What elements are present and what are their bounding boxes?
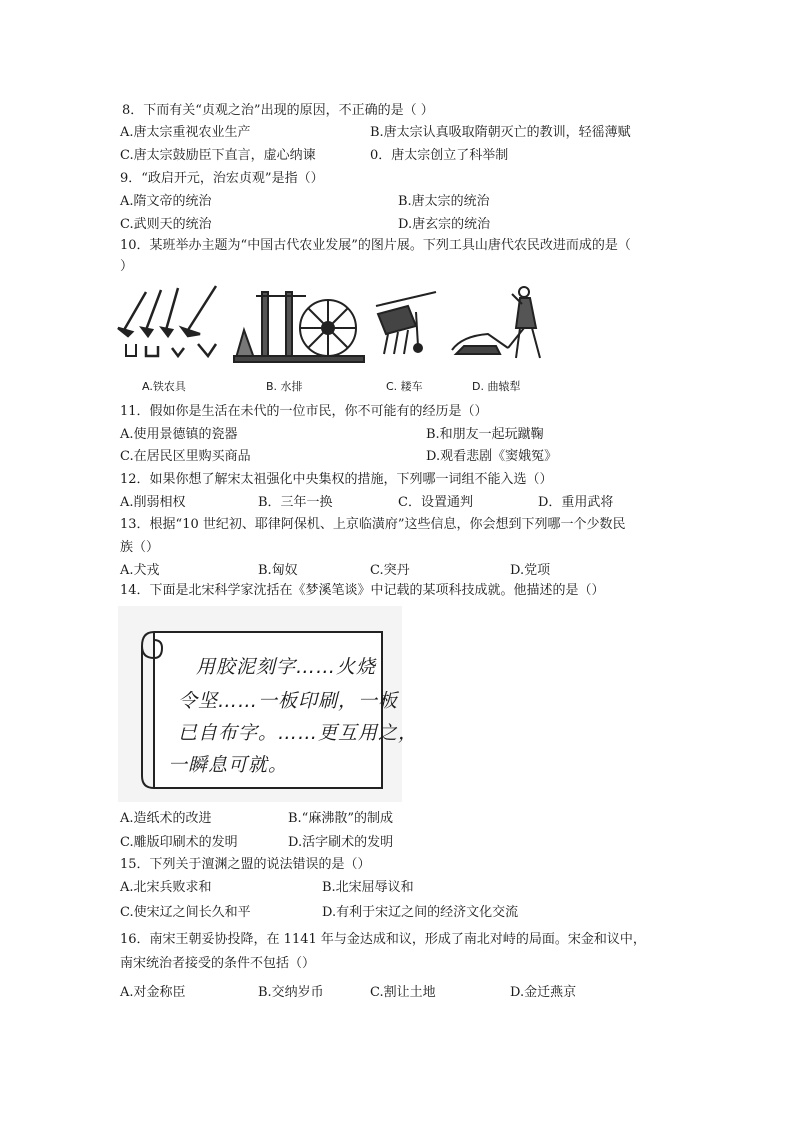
q8-option-d: 0．唐太宗创立了科举制 <box>370 148 509 163</box>
q16-stem-line2: 南宋统治者接受的条件不包括（） <box>120 956 316 971</box>
q13-option-b: B.匈奴 <box>258 563 298 578</box>
q8-option-c: C.唐太宗鼓励臣下直言，虚心纳谏 <box>120 148 316 163</box>
q15-option-c: C.使宋辽之间长久和平 <box>120 905 251 920</box>
agricultural-tools-figure <box>116 284 556 368</box>
q14-option-c: C.雕版印刷术的发明 <box>120 835 238 850</box>
q16-option-b: B.交纳岁币 <box>258 985 324 1000</box>
q13-option-d: D.党项 <box>510 563 551 578</box>
q16-stem-line1: 16．南宋王朝妥协投降，在 1141 年与金达成和议，形成了南北对峙的局面。宋金和议中， <box>120 932 646 947</box>
q11-option-c: C.在居民区里购买商品 <box>120 449 251 464</box>
q9-option-d: D.唐玄宗的统治 <box>398 217 491 232</box>
q10-caption-b: B. 水排 <box>266 380 303 393</box>
q15-option-a: A.北宋兵败求和 <box>120 880 212 895</box>
q9-option-b: B.唐太宗的统治 <box>398 194 490 209</box>
scroll-line-3: 已自布字。……更互用之， <box>178 722 419 744</box>
q11-stem: 11．假如你是生活在未代的一位市民，你不可能有的经历是（） <box>120 404 488 419</box>
q9-option-a: A.隋文帝的统治 <box>120 194 212 209</box>
q11-option-b: B.和朋友一起玩蹴鞠 <box>426 427 544 442</box>
q12-option-a: A.削弱相权 <box>120 495 186 510</box>
q11-option-a: A.使用景德镇的瓷器 <box>120 427 238 442</box>
q13-option-a: A.犬戎 <box>120 563 160 578</box>
q12-stem: 12．如果你想了解宋太祖强化中央集权的措施，下列哪一词组不能入选（） <box>120 472 553 487</box>
q8-option-a: A.唐太宗重视农业生产 <box>120 125 251 140</box>
scroll-line-1: 用胶泥刻字……火烧 <box>196 656 377 678</box>
q11-option-d: D.观看悲剧《窦娥冤》 <box>426 449 558 464</box>
q10-stem-line1: 10．某班举办主题为“中国古代农业发展”的图片展。下列工具山唐代农民改进而成的是（ <box>120 238 631 253</box>
q15-option-b: B.北宋屈辱议和 <box>322 880 414 895</box>
q14-option-a: A.造纸术的改进 <box>120 811 212 826</box>
q16-option-c: C.割让土地 <box>370 985 436 1000</box>
q8-stem: 8．下而有关“贞观之治”出现的原因，不正确的是（ ） <box>122 103 434 118</box>
q12-option-d: D．重用武将 <box>538 495 614 510</box>
q12-option-b: B．三年一换 <box>258 495 333 510</box>
q15-option-d: D.有利于宋辽之间的经济文化交流 <box>322 905 519 920</box>
q13-stem-line1: 13．根据“10 世纪初、耶律阿保机、上京临潢府”这些信息，你会想到下列哪一个少数民 <box>120 517 626 532</box>
q10-stem-line2: ） <box>120 259 134 274</box>
q8-option-b: B.唐太宗认真吸取隋朝灭亡的教训，轻徭薄赋 <box>370 125 631 140</box>
q16-option-a: A.对金称臣 <box>120 985 186 1000</box>
q12-option-c: C．设置通判 <box>398 495 473 510</box>
q14-option-d: D.活字刷术的发明 <box>288 835 394 850</box>
q10-caption-d: D. 曲辕犁 <box>472 380 521 393</box>
q9-option-c: C.武则天的统治 <box>120 217 212 232</box>
q16-option-d: D.金迁燕京 <box>510 985 577 1000</box>
water-bellows-image <box>234 292 364 362</box>
q10-caption-c: C. 耧车 <box>386 380 423 393</box>
iron-tools-image <box>118 286 216 356</box>
q14-option-b: B.“麻沸散”的制成 <box>288 811 393 826</box>
seed-drill-image <box>376 292 436 354</box>
q14-stem: 14．下面是北宋科学家沈括在《梦溪笔谈》中记载的某项科技成就。他描述的是（） <box>120 583 605 598</box>
q13-stem-line2: 族（） <box>120 540 160 555</box>
scroll-line-2: 令坚……一板印刷，一板 <box>178 690 399 712</box>
q13-option-c: C.突丹 <box>370 563 410 578</box>
scroll-line-4: 一瞬息可就。 <box>168 754 289 776</box>
q15-stem: 15．下列关于澶渊之盟的说法错误的是（） <box>120 857 371 872</box>
curved-plough-image <box>452 287 540 358</box>
q9-stem: 9．“政启开元，治宏贞观”是指（） <box>120 171 324 186</box>
q10-caption-a: A.铁农具 <box>142 380 186 393</box>
